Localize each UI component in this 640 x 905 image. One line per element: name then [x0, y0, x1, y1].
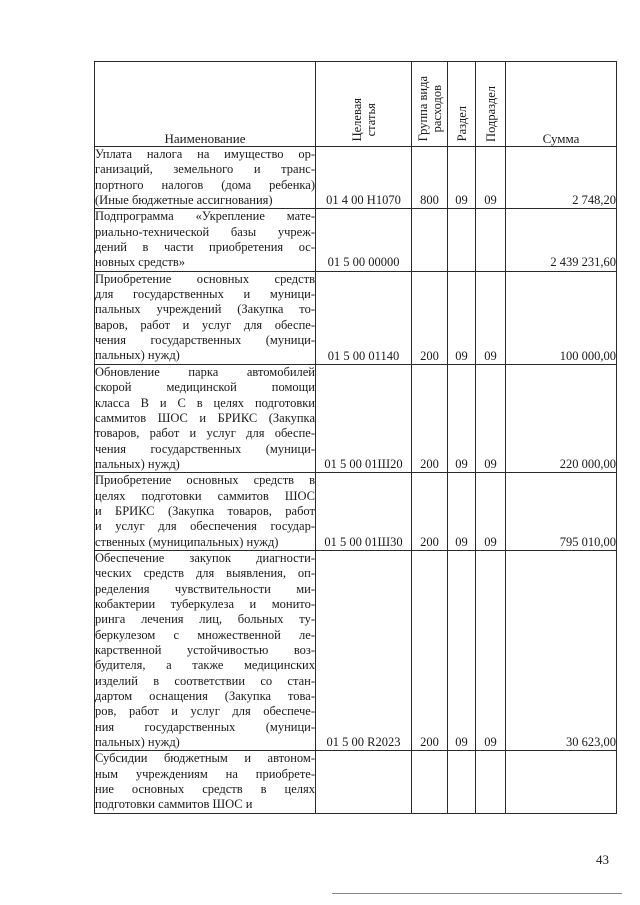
- table-row: [95, 473, 617, 551]
- row-name-line: Приобретение основных средств: [95, 271, 315, 286]
- row-expense-group: 200: [412, 271, 448, 364]
- row-expense-group: 200: [412, 550, 448, 750]
- table-row: [95, 550, 617, 750]
- row-subsection: 09: [476, 147, 506, 209]
- header-subsection-label: Подраздел: [483, 85, 498, 142]
- header-name: Наименование: [95, 62, 316, 147]
- row-name-line: дений в части приобретения ос-: [95, 240, 315, 255]
- row-name-line: пальных) нужд): [95, 735, 180, 750]
- row-subsection: [476, 751, 506, 813]
- header-target-article-label: Целевая статья: [349, 98, 378, 142]
- row-target-article: 01 5 00 00000: [316, 209, 412, 271]
- row-name-line: ределения чувствительности ми-: [95, 581, 315, 596]
- header-subsection: [476, 62, 506, 147]
- row-sum: 795 010,00: [506, 473, 617, 551]
- row-name-line: Обеспечение закупок диагности-: [95, 550, 315, 565]
- row-name-line: Приобретение основных средств в: [95, 473, 315, 488]
- row-sum: 30 623,00: [506, 550, 617, 750]
- table-row: [95, 751, 617, 813]
- row-name-line: и БРИКС (Закупка товаров, работ: [95, 503, 315, 518]
- row-name-line: Обновление парка автомобилей: [95, 364, 315, 379]
- row-name-line: изделий в соответствии со стан-: [95, 673, 315, 688]
- row-subsection: 09: [476, 473, 506, 551]
- row-name-line: ственных (муниципальных) нужд): [95, 534, 279, 549]
- header-target-article: [316, 62, 412, 147]
- row-name-line: чения государственных (муници-: [95, 441, 315, 456]
- row-subsection: 09: [476, 271, 506, 364]
- row-sum: 2 748,20: [506, 147, 617, 209]
- row-target-article: 01 5 00 R2023: [316, 550, 412, 750]
- row-sum: 220 000,00: [506, 364, 617, 472]
- row-name-line: будителя, а также медицинских: [95, 658, 315, 673]
- row-name-line: целях подготовки саммитов ШОС: [95, 488, 315, 503]
- row-name-line: ние основных средств в целях: [95, 782, 315, 797]
- row-section: [448, 209, 476, 271]
- row-sum: 100 000,00: [506, 271, 617, 364]
- row-name-line: подготовки саммитов ШОС и: [95, 797, 253, 812]
- row-name: [95, 209, 316, 271]
- row-name-line: для государственных и муници-: [95, 287, 315, 302]
- row-section: 09: [448, 550, 476, 750]
- header-sum: Сумма: [506, 62, 617, 147]
- row-section: 09: [448, 147, 476, 209]
- row-name-line: товаров, работ и услуг для обеспе-: [95, 426, 315, 441]
- row-target-article: 01 5 00 01Ш30: [316, 473, 412, 551]
- table-row: [95, 209, 617, 271]
- row-target-article: [316, 751, 412, 813]
- row-name-line: пальных) нужд): [95, 348, 180, 363]
- row-name-line: пальных) нужд): [95, 456, 180, 471]
- header-section-label: Раздел: [454, 106, 469, 142]
- row-section: 09: [448, 473, 476, 551]
- row-target-article: 01 5 00 01Ш20: [316, 364, 412, 472]
- row-expense-group: 800: [412, 147, 448, 209]
- row-name: [95, 271, 316, 364]
- row-name-line: ров, работ и услуг для обеспече-: [95, 704, 315, 719]
- table-header: [95, 62, 617, 147]
- row-section: [448, 751, 476, 813]
- row-name-line: класса В и С в целях подготовки: [95, 395, 315, 410]
- budget-table: [94, 61, 617, 814]
- row-expense-group: [412, 751, 448, 813]
- row-name: [95, 550, 316, 750]
- row-name: [95, 147, 316, 209]
- row-name-line: дартом оснащения (Закупка това-: [95, 689, 315, 704]
- row-name-line: (Иные бюджетные ассигнования): [95, 193, 273, 208]
- row-name-line: ным учреждениям на приобрете-: [95, 766, 315, 781]
- row-name-line: Подпрограмма «Укрепление мате-: [95, 209, 315, 224]
- row-name-line: ния государственных (муници-: [95, 719, 315, 734]
- row-name-line: пальных учреждений (Закупка то-: [95, 302, 315, 317]
- row-name-line: скорой медицинской помощи: [95, 380, 315, 395]
- row-name-line: ринга лечения лиц, больных ту-: [95, 612, 315, 627]
- row-section: 09: [448, 364, 476, 472]
- row-expense-group: [412, 209, 448, 271]
- row-sum: 2 439 231,60: [506, 209, 617, 271]
- row-name-line: ганизаций, земельного и транс-: [95, 162, 315, 177]
- row-expense-group: 200: [412, 364, 448, 472]
- row-name-line: беркулезом с множественной ле-: [95, 627, 315, 642]
- header-section: [448, 62, 476, 147]
- row-name-line: карственной устойчивостью воз-: [95, 643, 315, 657]
- row-subsection: 09: [476, 550, 506, 750]
- row-target-article: 01 4 00 Н1070: [316, 147, 412, 209]
- row-name-line: портного налогов (дома ребенка): [95, 177, 315, 192]
- row-name-line: ческих средств для выявления, оп-: [95, 566, 315, 581]
- table-row: [95, 271, 617, 364]
- row-name-line: Субсидии бюджетным и автоном-: [95, 751, 315, 766]
- row-subsection: [476, 209, 506, 271]
- row-name-line: Уплата налога на имущество ор-: [95, 147, 315, 161]
- header-expense-group: [412, 62, 448, 147]
- row-name-line: и услуг для обеспечения государ-: [95, 519, 315, 534]
- row-name-line: кобактерии туберкулеза и монито-: [95, 596, 315, 611]
- table-row: [95, 364, 617, 472]
- row-name-line: новных средств»: [95, 255, 186, 270]
- row-target-article: 01 5 00 01140: [316, 271, 412, 364]
- row-name: [95, 364, 316, 472]
- row-name-line: варов, работ и услуг для обеспе-: [95, 317, 315, 332]
- table-body: [95, 147, 617, 814]
- row-name: [95, 473, 316, 551]
- header-expense-group-label: Группа вида расходов: [415, 76, 444, 142]
- row-name-line: риально-технической базы учреж-: [95, 224, 315, 239]
- row-name-line: чения государственных (муници-: [95, 333, 315, 348]
- row-name: [95, 751, 316, 813]
- row-section: 09: [448, 271, 476, 364]
- row-expense-group: 200: [412, 473, 448, 551]
- footer-divider: [332, 893, 622, 894]
- table-row: [95, 147, 617, 209]
- row-name-line: саммитов ШОС и БРИКС (Закупка: [95, 410, 315, 425]
- row-subsection: 09: [476, 364, 506, 472]
- row-sum: [506, 751, 617, 813]
- page-number: 43: [596, 852, 609, 867]
